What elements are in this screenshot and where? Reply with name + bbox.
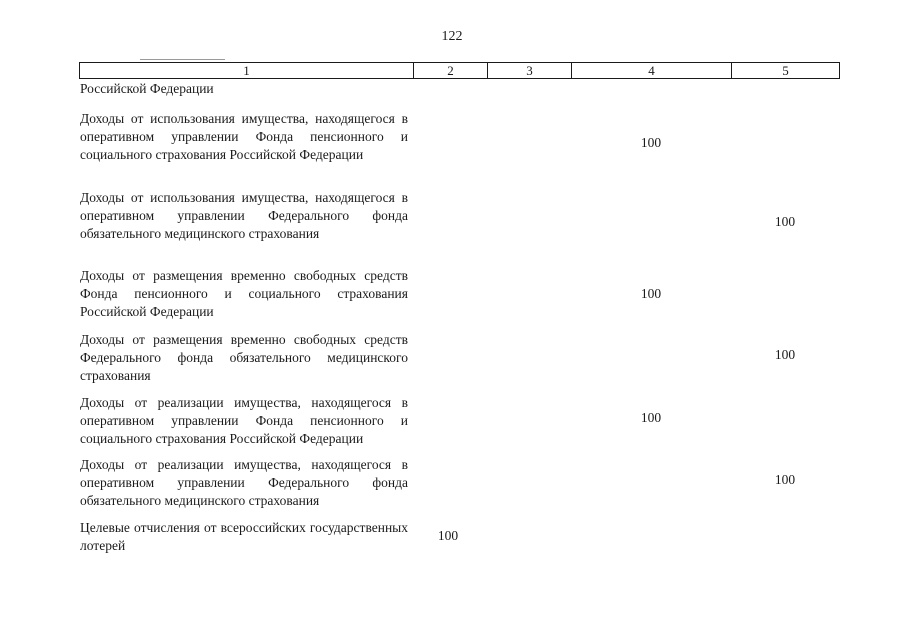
column-header-4: 4 bbox=[572, 63, 732, 79]
row-5-text: Доходы от реализации имущества, находящегося в оперативном управлении Фонда пенсионного и социального страхования Российской Федерации bbox=[80, 395, 408, 446]
row-6-value: 100 bbox=[774, 472, 796, 487]
scan-artifact-line bbox=[140, 59, 225, 60]
row-2-text: Доходы от использования имущества, находящегося в оперативном управлении Федерального фонда обязательного медицинского страхования bbox=[80, 190, 408, 241]
row-1-text: Доходы от использования имущества, находящегося в оперативном управлении Фонда пенсионного и социального страхования Российской Федерации bbox=[80, 111, 408, 162]
row-2-value: 100 bbox=[774, 214, 796, 229]
column-header-1: 1 bbox=[80, 63, 414, 79]
row-5-value: 100 bbox=[640, 410, 662, 425]
column-header-table bbox=[79, 62, 840, 79]
row-7-value: 100 bbox=[437, 528, 459, 543]
row-4-value: 100 bbox=[774, 347, 796, 362]
row-3-text: Доходы от размещения временно свободных средств Фонда пенсионного и социального страхования Российской Федерации bbox=[80, 268, 408, 319]
row-4-text: Доходы от размещения временно свободных средств Федерального фонда обязательного медицинского страхования bbox=[80, 332, 408, 383]
page-number: 122 bbox=[441, 29, 463, 44]
row-3-value: 100 bbox=[640, 286, 662, 301]
column-header-5: 5 bbox=[732, 63, 840, 79]
column-header-3: 3 bbox=[488, 63, 572, 79]
column-header-row bbox=[80, 63, 840, 79]
continuation-text: Российской Федерации bbox=[80, 81, 214, 96]
column-header-2: 2 bbox=[414, 63, 488, 79]
row-7-text: Целевые отчисления от всероссийских государственных лотерей bbox=[80, 520, 408, 553]
row-1-value: 100 bbox=[640, 135, 662, 150]
row-6-text: Доходы от реализации имущества, находящегося в оперативном управлении Федерального фонда обязательного медицинского страхования bbox=[80, 457, 408, 508]
